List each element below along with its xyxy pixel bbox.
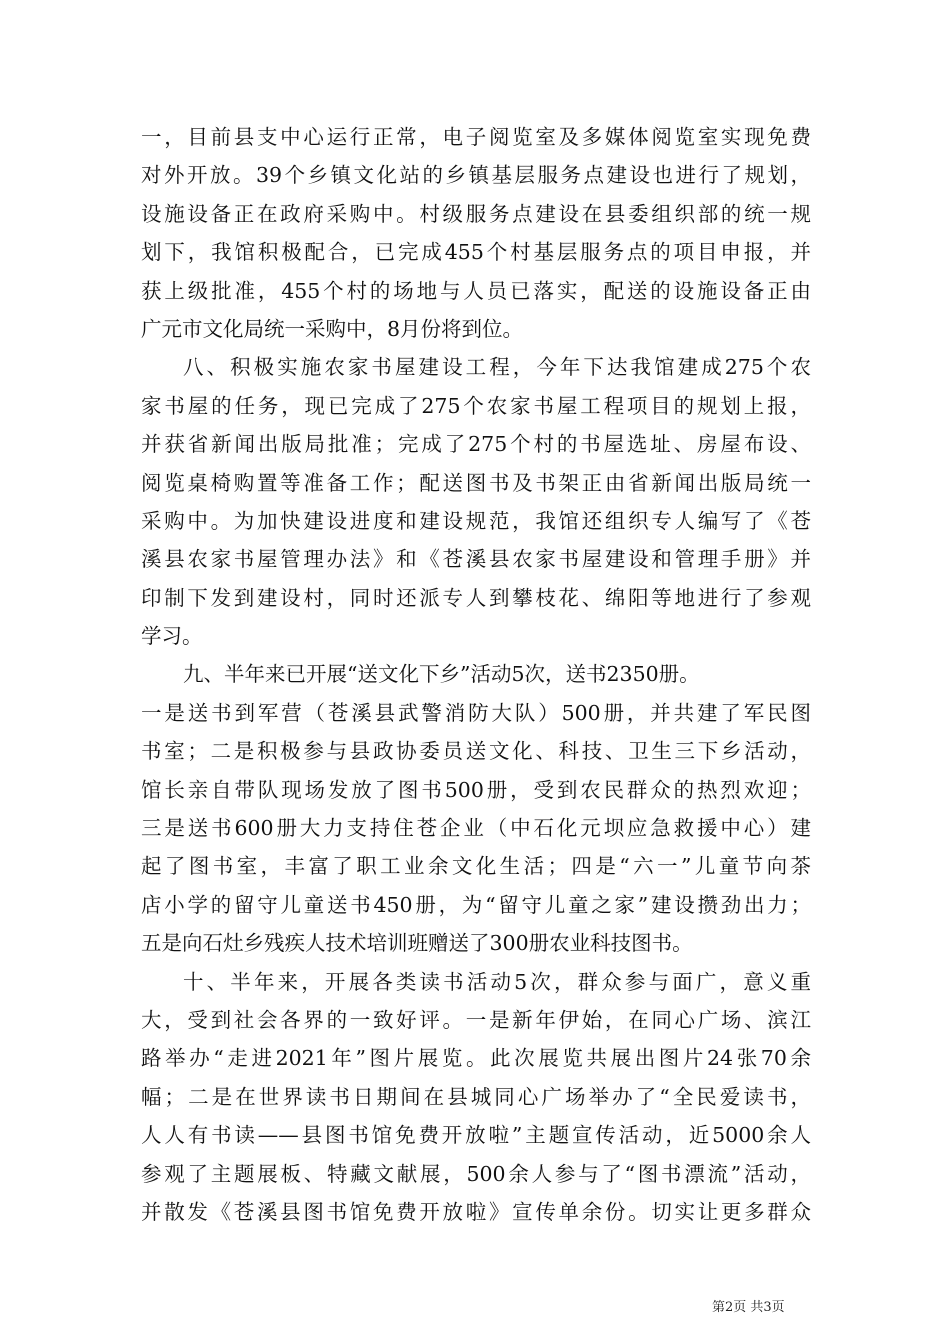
text-line: 学习。 (141, 624, 203, 649)
text-line: 获上级批准，455个村的场地与人员已落实，配送的设施设备正由 (141, 278, 811, 303)
text-line: 馆长亲自带队现场发放了图书500册，受到农民群众的热烈欢迎； (141, 777, 811, 802)
text-line: 阅览桌椅购置等准备工作；配送图书及书架正由省新闻出版局统一 (141, 470, 811, 495)
text-line: 广元市文化局统一采购中，8月份将到位。 (141, 316, 524, 341)
text-line: 溪县农家书屋管理办法》和《苍溪县农家书屋建设和管理手册》并 (141, 547, 811, 572)
text-line: 并获省新闻出版局批准；完成了275个村的书屋选址、房屋布设、 (141, 432, 811, 457)
text-line: 对外开放。39个乡镇文化站的乡镇基层服务点建设也进行了规划， (141, 163, 811, 188)
text-line: 店小学的留守儿童送书450册，为“留守儿童之家”建设攒劲出力； (141, 892, 811, 917)
text-line: 八、积极实施农家书屋建设工程，今年下达我馆建成275个农 (183, 355, 811, 380)
text-line: 划下，我馆积极配合，已完成455个村基层服务点的项目申报，并 (141, 240, 811, 265)
text-line: 一，目前县支中心运行正常，电子阅览室及多媒体阅览室实现免费 (141, 125, 811, 149)
text-line: 人人有书读——县图书馆免费开放啦”主题宣传活动，近5000余人 (141, 1123, 811, 1148)
text-line: 十、半年来，开展各类读书活动5次，群众参与面广，意义重 (183, 969, 811, 994)
page-footer: 第2页 共3页 (712, 1300, 785, 1315)
text-line: 五是向石灶乡残疾人技术培训班赠送了300册农业科技图书。 (141, 931, 693, 956)
text-line: 一是送书到军营（苍溪县武警消防大队）500册，并共建了军民图 (141, 700, 811, 725)
text-line: 九、半年来已开展“送文化下乡”活动5次，送书2350册。 (183, 662, 700, 687)
text-line: 幅；二是在世界读书日期间在县城同心广场举办了“全民爱读书， (141, 1084, 811, 1109)
text-line: 家书屋的任务，现已完成了275个农家书屋工程项目的规划上报， (141, 393, 811, 418)
text-line: 路举办“走进2021年”图片展览。此次展览共展出图片24张70余 (141, 1046, 811, 1071)
text-line: 三是送书600册大力支持住苍企业（中石化元坝应急救援中心）建 (141, 816, 811, 841)
text-line: 设施设备正在政府采购中。村级服务点建设在县委组织部的统一规 (141, 201, 811, 226)
text-line: 采购中。为加快建设进度和建设规范，我馆还组织专人编写了《苍 (141, 508, 811, 533)
text-line: 并散发《苍溪县图书馆免费开放啦》宣传单余份。切实让更多群众 (141, 1199, 811, 1224)
text-line: 起了图书室，丰富了职工业余文化生活；四是“六一”儿童节向茶 (141, 854, 811, 879)
text-line: 参观了主题展板、特藏文献展，500余人参与了“图书漂流”活动， (141, 1161, 811, 1186)
text-line: 印制下发到建设村，同时还派专人到攀枝花、绵阳等地进行了参观 (141, 585, 811, 610)
body-text (141, 118, 811, 1231)
text-line: 书室；二是积极参与县政协委员送文化、科技、卫生三下乡活动， (141, 739, 811, 764)
text-line: 大，受到社会各界的一致好评。一是新年伊始，在同心广场、滨江 (141, 1007, 811, 1032)
